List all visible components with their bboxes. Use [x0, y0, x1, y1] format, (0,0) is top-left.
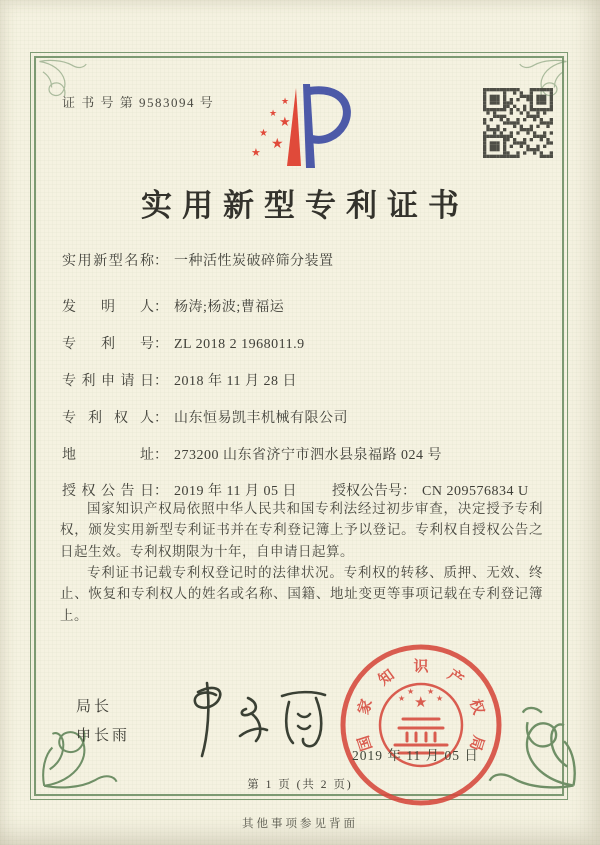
page-number: 第 1 页 (共 2 页) — [247, 779, 353, 791]
svg-text:★: ★ — [251, 146, 261, 159]
svg-text:家: 家 — [355, 697, 376, 717]
svg-text:★: ★ — [269, 109, 278, 119]
qr-code — [483, 88, 553, 158]
legal-paragraph-2: 专利证书记载专利权登记时的法律状况。专利权的转移、质押、无效、终止、恢复和专利权人的姓名或名称、国籍、地址变更等事项记载在专利登记簿上。 — [60, 564, 543, 623]
field-label: 发明人 — [62, 300, 154, 315]
field-label: 地址 — [62, 448, 154, 463]
field-value: ZL 2018 2 1968011.9 — [174, 337, 305, 352]
svg-text:★: ★ — [398, 694, 406, 703]
grant-number: CN 209576834 U — [422, 484, 529, 499]
commissioner-name: 申长雨 — [76, 728, 131, 744]
svg-text:★: ★ — [436, 694, 444, 703]
back-side-note: 其他事项参见背面 — [242, 818, 358, 830]
seal-date: 2019 年 11 月 05 日 — [352, 748, 479, 763]
svg-text:产: 产 — [444, 667, 466, 689]
svg-text:★: ★ — [427, 687, 435, 696]
field-value: 山东恒易凯丰机械有限公司 — [174, 411, 348, 426]
field-row-filing-date: 专利申请日： 2018 年 11 月 28 日 — [62, 370, 540, 390]
svg-text:知: 知 — [376, 667, 398, 689]
svg-text:★: ★ — [271, 136, 284, 152]
svg-text:★: ★ — [259, 128, 268, 139]
field-row-grant: 授权公告日： 2019 年 11 月 05 日 授权公告号： CN 209576834 U — [62, 480, 540, 500]
field-label: 专利号 — [62, 337, 154, 352]
field-row-inventors: 发明人： 杨涛;杨波;曹福运 — [62, 296, 540, 316]
certificate-title: 实用新型专利证书 — [141, 188, 469, 223]
certificate-number: 证 书 号 第 9583094 号 — [62, 95, 215, 110]
logo-stars — [251, 97, 291, 159]
field-row-patentee: 专利权人： 山东恒易凯丰机械有限公司 — [62, 407, 540, 427]
svg-text:局: 局 — [466, 733, 487, 753]
field-value: 一种活性炭破碎筛分装置 — [174, 254, 334, 269]
grant-date: 2019 年 11 月 05 日 — [174, 484, 297, 499]
field-label: 授权公告日 — [62, 484, 154, 499]
field-label: 授权公告号 — [332, 484, 402, 499]
grant-number-pair: 授权公告号： CN 209576834 U — [332, 484, 529, 499]
field-label: 实用新型名称 — [62, 254, 154, 269]
svg-text:识: 识 — [413, 659, 429, 675]
svg-text:★: ★ — [414, 693, 428, 711]
svg-text:权: 权 — [466, 697, 487, 717]
svg-text:★: ★ — [281, 97, 290, 107]
field-value: 杨涛;杨波;曹福运 — [174, 300, 285, 315]
field-label: 专利申请日 — [62, 374, 154, 389]
field-row-address: 地址： 273200 山东省济宁市泗水县泉福路 024 号 — [62, 444, 540, 464]
handwritten-signature — [168, 678, 338, 768]
svg-text:★: ★ — [407, 687, 415, 696]
svg-text:★: ★ — [279, 115, 291, 130]
field-label: 专利权人 — [62, 411, 154, 426]
commissioner-title: 局长 — [76, 699, 113, 715]
legal-text — [60, 498, 543, 626]
svg-text:国: 国 — [355, 733, 376, 753]
legal-paragraph-1: 国家知识产权局依照中华人民共和国专利法经过初步审查，决定授予专利权，颁发实用新型专利证书并在专利登记簿上予以登记。专利权自授权公告之日起生效。专利权期限为十年，自申请日起算。 — [60, 501, 543, 559]
cnipa-logo — [243, 78, 361, 178]
field-row-invention-name: 实用新型名称： 一种活性炭破碎筛分装置 — [62, 250, 540, 270]
field-row-patent-number: 专利号： ZL 2018 2 1968011.9 — [62, 333, 540, 353]
field-value: 2018 年 11 月 28 日 — [174, 374, 297, 389]
field-value: 273200 山东省济宁市泗水县泉福路 024 号 — [174, 448, 442, 463]
